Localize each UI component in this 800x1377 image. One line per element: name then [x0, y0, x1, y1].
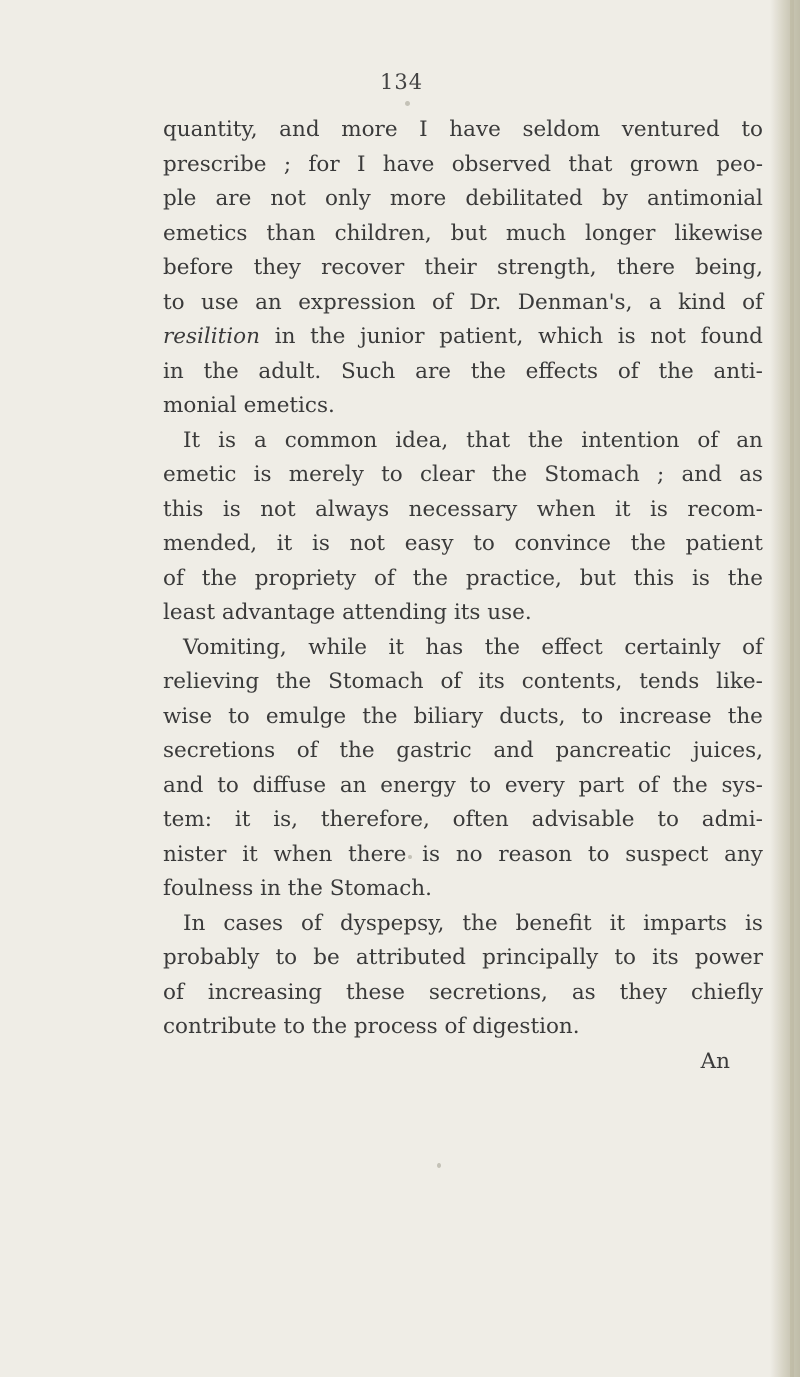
word: of — [440, 669, 462, 694]
text-line — [163, 907, 763, 942]
word: to — [614, 945, 636, 970]
word: be — [313, 945, 340, 970]
word: not — [650, 324, 686, 349]
word: juices, — [692, 738, 763, 763]
text-line — [163, 286, 763, 321]
word: certainly — [624, 634, 721, 660]
word: adult. — [258, 358, 322, 384]
catchword — [163, 1045, 763, 1080]
word: for — [308, 151, 340, 177]
line-text: foulness in the Stomach. — [163, 876, 432, 901]
word: that — [466, 427, 511, 453]
word: principally — [482, 945, 599, 970]
word: cases — [223, 910, 284, 936]
text-line — [163, 631, 763, 666]
word: of — [431, 289, 453, 315]
word: not — [270, 186, 306, 211]
word: much — [505, 220, 566, 246]
word: the — [310, 324, 346, 349]
word: it — [614, 496, 631, 522]
word: easy — [404, 531, 454, 556]
word: observed — [451, 151, 552, 177]
word: kind — [678, 289, 726, 315]
word: the — [462, 910, 498, 936]
word: they — [253, 255, 301, 280]
word: is — [311, 531, 330, 556]
word: energy — [380, 772, 456, 798]
word: anti- — [713, 358, 763, 384]
word: grown — [629, 151, 699, 177]
word: are — [415, 358, 451, 384]
word: in — [163, 358, 184, 384]
word: not — [349, 531, 386, 556]
word: of — [742, 289, 763, 315]
word: ventured — [621, 117, 720, 142]
word: necessary — [408, 496, 518, 522]
word: effect — [541, 634, 603, 660]
word: ducts, — [499, 703, 566, 729]
line-text: least advantage attending its use. — [163, 600, 532, 625]
word: they — [619, 979, 668, 1005]
word: being, — [695, 255, 763, 280]
word: to — [217, 772, 239, 798]
text-line — [163, 493, 763, 528]
text-line — [163, 976, 763, 1011]
word: intention — [581, 427, 680, 453]
ink-speck — [405, 101, 410, 106]
word: peo- — [716, 151, 763, 177]
word: Such — [340, 358, 396, 384]
text-line — [163, 148, 763, 183]
word: and — [279, 117, 320, 142]
word: seldom — [522, 117, 601, 142]
word: found — [700, 324, 763, 349]
word: chiefly — [691, 979, 763, 1005]
text-line — [163, 734, 763, 769]
body-text — [163, 113, 763, 1079]
word: merely — [288, 462, 364, 487]
word: it — [276, 531, 293, 556]
text-line — [163, 424, 763, 459]
word: increase — [619, 703, 712, 729]
word: to — [587, 841, 610, 867]
word: more — [341, 117, 398, 142]
word: is — [422, 841, 441, 867]
word: Stomach — [544, 462, 640, 487]
word: is — [617, 324, 636, 349]
word: antimonial — [646, 186, 763, 211]
text-line — [163, 182, 763, 217]
word: quantity, — [163, 117, 258, 142]
text-line — [163, 700, 763, 735]
word: secretions — [163, 738, 276, 763]
word: while — [308, 634, 367, 660]
word: to — [228, 703, 250, 729]
word: admi- — [701, 807, 763, 832]
word: junior — [360, 324, 425, 349]
word: effects — [525, 358, 599, 384]
word: it — [388, 634, 404, 660]
word: idea, — [395, 427, 449, 453]
word: the — [276, 669, 312, 694]
word: clear — [419, 462, 475, 487]
word: ple — [163, 186, 197, 211]
word: advisable — [531, 807, 635, 832]
word: of — [697, 427, 719, 453]
word: and — [493, 738, 534, 763]
word: therefore, — [320, 807, 430, 832]
word: but — [579, 565, 616, 591]
word: patient, — [439, 324, 524, 349]
word: attributed — [355, 945, 466, 970]
word: the — [727, 565, 763, 591]
word: not — [260, 496, 296, 522]
word: is — [222, 496, 241, 522]
word: always — [315, 496, 390, 522]
word: when — [273, 841, 333, 867]
word: recom- — [687, 496, 763, 522]
word: the — [412, 565, 448, 591]
word: is — [218, 427, 236, 453]
word: an — [736, 427, 763, 453]
word: have — [449, 117, 501, 142]
word: emetic — [163, 462, 237, 487]
word: the — [339, 738, 375, 763]
word: use — [201, 289, 239, 315]
word: tem: — [163, 807, 212, 832]
word: secretions, — [428, 979, 548, 1005]
word: longer — [584, 220, 656, 246]
text-line — [163, 527, 763, 562]
word: increasing — [207, 979, 322, 1005]
word: the — [491, 462, 528, 487]
word: is — [744, 910, 763, 936]
word: ; — [656, 462, 665, 487]
word: its — [652, 945, 679, 970]
word: than — [266, 220, 316, 246]
line-text: monial emetics. — [163, 393, 335, 418]
word: Dr. — [469, 289, 502, 315]
word: Stomach — [328, 669, 424, 694]
word: biliary — [413, 703, 484, 729]
word: convince — [514, 531, 611, 556]
page-number: 134 — [380, 70, 424, 94]
word: their — [424, 255, 477, 280]
word: as — [571, 979, 596, 1005]
word: In — [183, 910, 206, 936]
word: gastric — [396, 738, 472, 763]
word: have — [382, 151, 435, 177]
word: nister — [163, 841, 227, 867]
word: part — [578, 772, 625, 798]
word: probably — [163, 945, 260, 970]
word: is — [691, 565, 710, 591]
word: prescribe — [163, 151, 267, 177]
word: I — [419, 117, 428, 142]
word: imparts — [643, 910, 727, 936]
word: dyspepsy, — [339, 910, 445, 936]
word: I — [356, 151, 366, 177]
ink-speck — [408, 855, 412, 859]
text-line — [163, 665, 763, 700]
word: of — [742, 634, 763, 660]
ink-speck — [437, 1163, 441, 1168]
word: it — [609, 910, 626, 936]
word: to — [381, 462, 403, 487]
catchword-text: An — [700, 1048, 730, 1074]
word: ; — [283, 151, 292, 177]
word: patient — [685, 531, 763, 556]
word: there — [616, 255, 675, 280]
text-line — [163, 389, 763, 424]
text-line — [163, 217, 763, 252]
text-line — [163, 458, 763, 493]
word: it — [242, 841, 258, 867]
word: to — [469, 772, 492, 798]
word: is — [253, 462, 272, 487]
text-line — [163, 320, 763, 355]
word: Vomiting, — [183, 634, 287, 660]
word: to — [581, 703, 604, 729]
word: power — [694, 945, 763, 970]
word: its — [478, 669, 505, 694]
word: children, — [334, 220, 432, 246]
word: before — [163, 255, 234, 280]
word: of — [301, 910, 322, 936]
word: an — [339, 772, 367, 798]
text-line — [163, 562, 763, 597]
word: mended, — [163, 531, 258, 556]
word: of — [374, 565, 395, 591]
word: the — [362, 703, 398, 729]
text-line — [163, 251, 763, 286]
word: often — [452, 807, 509, 832]
word: of — [617, 358, 639, 384]
word: to — [657, 807, 679, 832]
word: diffuse — [252, 772, 327, 798]
word: when — [536, 496, 596, 522]
word: expression — [298, 289, 416, 315]
word: reason — [498, 841, 573, 867]
word: are — [215, 186, 252, 211]
word: wise — [163, 703, 213, 729]
text-line — [163, 941, 763, 976]
word: to — [275, 945, 298, 970]
word: practice, — [465, 565, 562, 591]
word: more — [389, 186, 447, 211]
word: emetics — [163, 220, 248, 246]
word: and — [681, 462, 722, 487]
word: but — [450, 220, 487, 246]
text-line — [163, 769, 763, 804]
word: has — [425, 634, 464, 660]
word: debilitated — [465, 186, 583, 211]
word: emulge — [265, 703, 347, 729]
text-line — [163, 355, 763, 390]
page-edge-strip — [790, 0, 794, 1377]
word: of — [296, 738, 318, 763]
word: the — [470, 358, 506, 384]
word: that — [568, 151, 613, 177]
word: is, — [273, 807, 298, 832]
word: no — [455, 841, 483, 867]
word: every — [504, 772, 565, 798]
word: this — [163, 496, 204, 522]
word: sys- — [721, 772, 763, 798]
word: It — [183, 427, 201, 453]
word: to — [741, 117, 763, 142]
italic-word: resilition — [163, 324, 260, 349]
word: these — [345, 979, 405, 1005]
word: pancreatic — [555, 738, 672, 763]
word: there — [348, 841, 407, 867]
word: recover — [321, 255, 405, 280]
word: the — [630, 531, 666, 556]
text-line — [163, 1010, 763, 1045]
word: of — [163, 979, 184, 1005]
word: common — [284, 427, 378, 453]
word: contents, — [521, 669, 623, 694]
word: as — [739, 462, 763, 487]
word: only — [324, 186, 371, 211]
word: propriety — [254, 565, 357, 591]
page-edge — [770, 0, 800, 1377]
word: an — [255, 289, 282, 315]
word: the — [203, 358, 239, 384]
word: like- — [716, 669, 763, 694]
word: relieving — [163, 669, 260, 694]
word: tends — [639, 669, 700, 694]
word: which — [538, 324, 604, 349]
word: by — [601, 186, 628, 211]
word: Denman's, — [517, 289, 633, 315]
word: to — [163, 289, 185, 315]
word: is — [649, 496, 668, 522]
word: of — [637, 772, 659, 798]
word: suspect — [625, 841, 709, 867]
word: and — [163, 772, 204, 798]
word: to — [473, 531, 495, 556]
word: the — [484, 634, 520, 660]
word: the — [528, 427, 564, 453]
word: the — [727, 703, 763, 729]
word: a — [253, 427, 267, 453]
word: of — [163, 565, 184, 591]
line-text: contribute to the process of digestion. — [163, 1014, 580, 1039]
word: benefit — [515, 910, 592, 936]
text-line — [163, 113, 763, 148]
text-line — [163, 838, 763, 873]
text-line — [163, 872, 763, 907]
text-line — [163, 596, 763, 631]
word: the — [201, 565, 237, 591]
word: in — [274, 324, 296, 349]
word: this — [633, 565, 675, 591]
word: it — [234, 807, 251, 832]
word: a — [648, 289, 662, 315]
word: strength, — [496, 255, 597, 280]
word: any — [724, 841, 763, 867]
word: likewise — [674, 220, 763, 246]
text-line — [163, 803, 763, 838]
word: the — [672, 772, 708, 798]
word: the — [658, 358, 694, 384]
